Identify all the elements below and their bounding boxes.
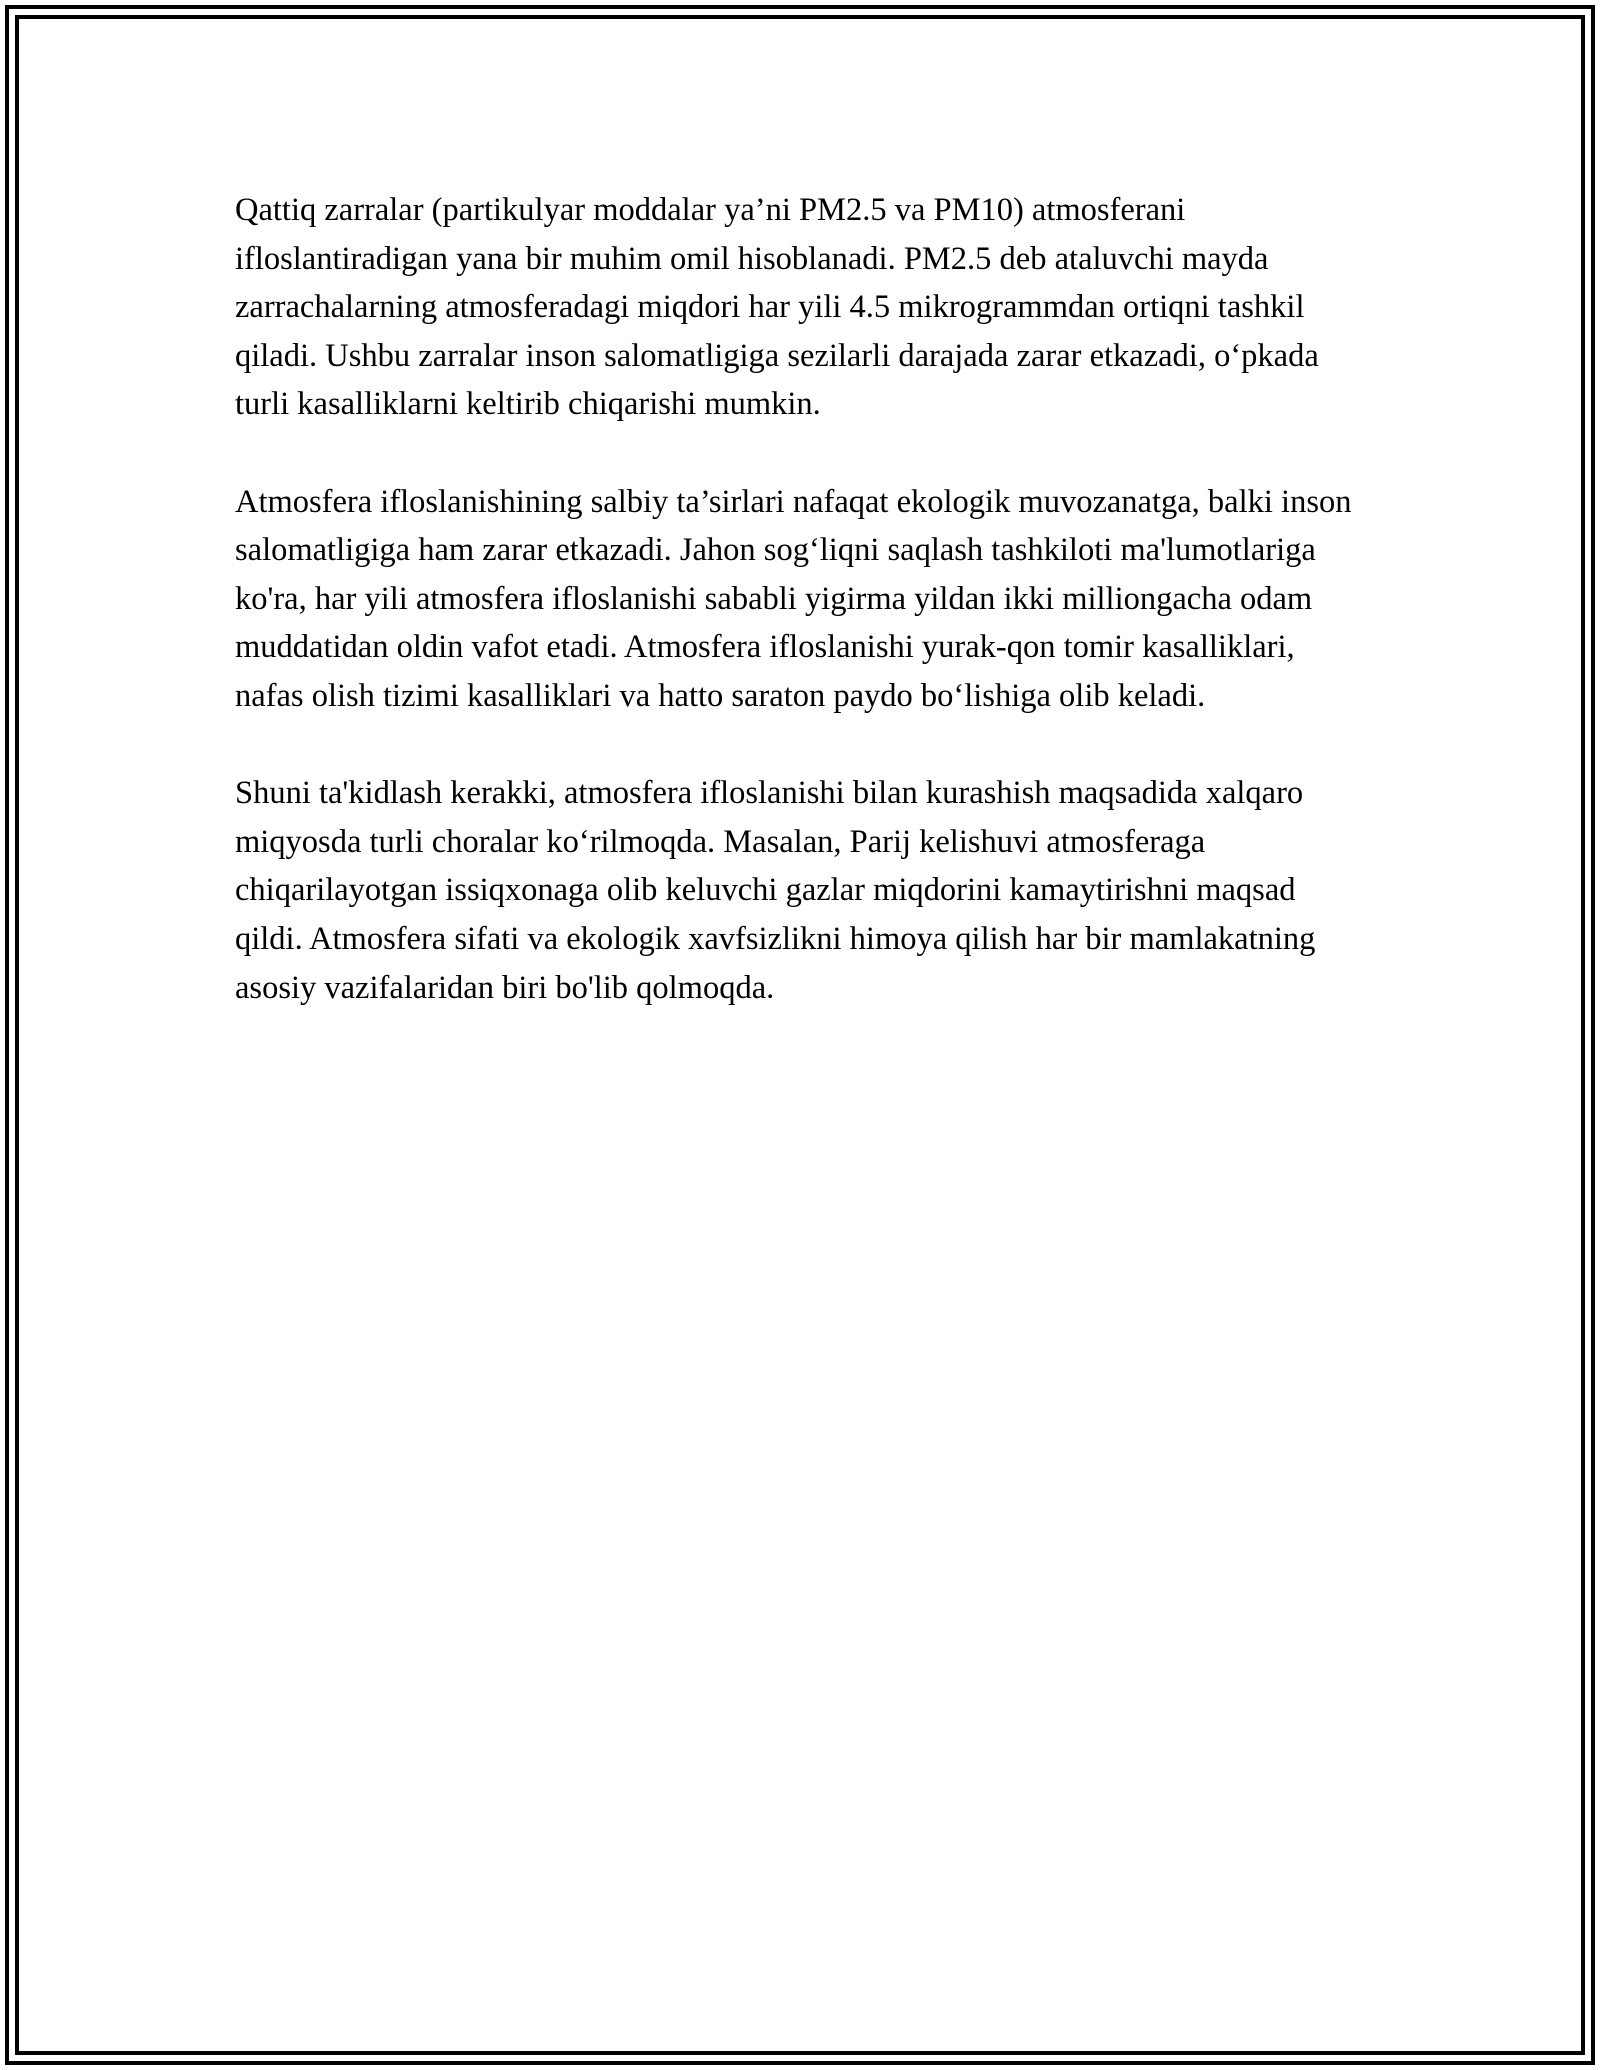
paragraph-pm-particles: Qattiq zarralar (partikulyar moddalar ya’ni PM2.5 va PM10) atmosferani ifloslantiradigan yana bir muhim omil hisoblanadi. PM2.5 deb ataluvchi mayda zarrachalarning atmosferadagi miqdori har yili 4.5 mikrogrammdan ortiqni tashkil qiladi. Ushbu zarralar inson salomatligiga sezilarli darajada zarar etkazadi, o‘pkada turli kasalliklarni keltirib chiqarishi mumkin. xyxy=(235,192,1319,423)
paragraph-international-measures: Shuni ta'kidlash kerakki, atmosfera ifloslanishi bilan kurashish maqsadida xalqaro miqyosda turli choralar ko‘rilmoqda. Masalan, Parij kelishuvi atmosferaga chiqarilayotgan issiqxonaga olib keluvchi gazlar miqdorini kamaytirishni maqsad qildi. Atmosfera sifati va ekologik xavfsizlikni himoya qilish har bir mamlakatning asosiy vazifalaridan biri bo'lib qolmoqda. xyxy=(235,775,1316,1006)
paragraph-health-effects: Atmosfera ifloslanishining salbiy ta’sirlari nafaqat ekologik muvozanatga, balki inson salomatligiga ham zarar etkazadi. Jahon sog‘liqni saqlash tashkiloti ma'lumotlariga ko'ra, har yili atmosfera ifloslanishi sababli yigirma yildan ikki milliongacha odam muddatidan oldin vafot etadi. Atmosfera ifloslanishi yurak-qon tomir kasalliklari, nafas olish tizimi kasalliklari va hatto saraton paydo bo‘lishiga olib keladi. xyxy=(235,483,1352,714)
document-body xyxy=(235,186,1365,1012)
